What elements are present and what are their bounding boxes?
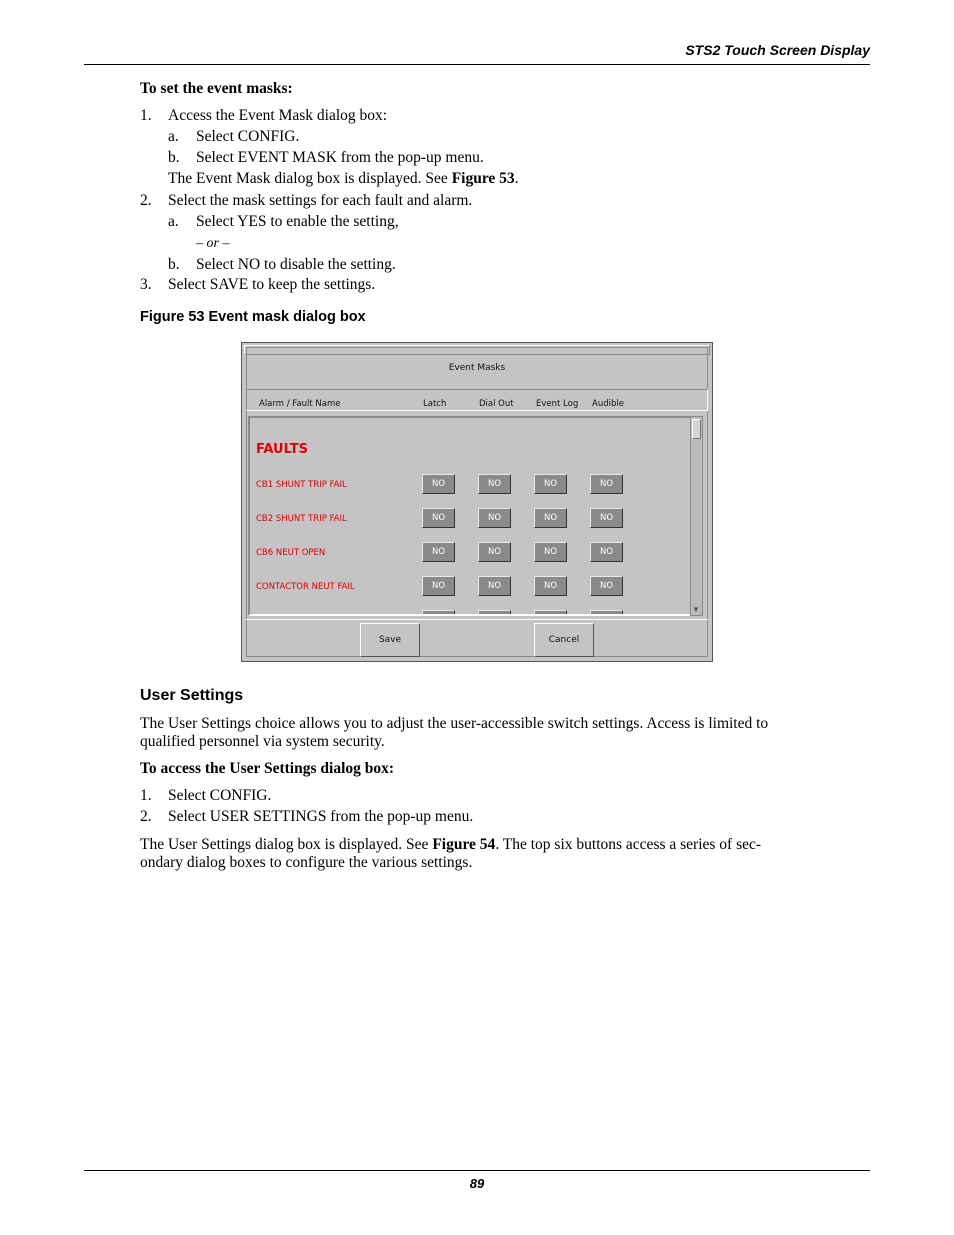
step-1a: a. Select CONFIG. bbox=[168, 128, 300, 145]
dial-out-toggle[interactable]: NO bbox=[478, 508, 511, 528]
step-1-result: The Event Mask dialog box is displayed. See Figure 53. bbox=[168, 170, 519, 187]
audible-toggle[interactable]: NO bbox=[590, 576, 623, 596]
event-masks-dialog bbox=[241, 342, 713, 662]
latch-toggle[interactable]: NO bbox=[422, 576, 455, 596]
step-2a: a. Select YES to enable the setting, bbox=[168, 213, 399, 230]
audible-toggle[interactable]: NO bbox=[590, 542, 623, 562]
footer-rule bbox=[84, 1170, 870, 1171]
col-event-log: Event Log bbox=[536, 399, 579, 409]
dial-out-toggle[interactable]: NO bbox=[478, 542, 511, 562]
us-step-1: 1. Select CONFIG. bbox=[140, 787, 272, 804]
step-1: 1. Access the Event Mask dialog box: bbox=[140, 107, 388, 124]
page-number: 89 bbox=[469, 1176, 485, 1191]
clipped-toggle bbox=[534, 610, 567, 616]
save-button[interactable]: Save bbox=[360, 623, 420, 657]
column-header-row bbox=[246, 389, 708, 411]
audible-toggle[interactable]: NO bbox=[590, 474, 623, 494]
running-header: STS2 Touch Screen Display bbox=[685, 42, 870, 58]
user-settings-heading: User Settings bbox=[140, 687, 244, 704]
event-masks-heading: To set the event masks: bbox=[140, 80, 293, 97]
event-log-toggle[interactable]: NO bbox=[534, 542, 567, 562]
step-1b: b. Select EVENT MASK from the pop-up menu. bbox=[168, 149, 484, 166]
row-name: CONTACTOR NEUT FAIL bbox=[256, 582, 355, 592]
cancel-button[interactable]: Cancel bbox=[534, 623, 594, 657]
dial-out-toggle[interactable]: NO bbox=[478, 474, 511, 494]
scrollbar-thumb[interactable] bbox=[692, 419, 701, 439]
figure-caption: Figure 53 Event mask dialog box bbox=[140, 309, 366, 325]
user-settings-subheading: To access the User Settings dialog box: bbox=[140, 760, 395, 777]
clipped-toggle bbox=[478, 610, 511, 616]
latch-toggle[interactable]: NO bbox=[422, 474, 455, 494]
dial-out-toggle[interactable]: NO bbox=[478, 576, 511, 596]
event-log-toggle[interactable]: NO bbox=[534, 576, 567, 596]
dialog-title-bar bbox=[244, 345, 710, 355]
clipped-toggle bbox=[590, 610, 623, 616]
col-latch: Latch bbox=[423, 399, 447, 409]
scroll-down-arrow-icon[interactable]: ▼ bbox=[692, 605, 700, 614]
clipped-toggle bbox=[422, 610, 455, 616]
user-settings-para2-line2: ondary dialog boxes to configure the various settings. bbox=[140, 854, 473, 871]
step-2: 2. Select the mask settings for each fault and alarm. bbox=[140, 192, 473, 209]
latch-toggle[interactable]: NO bbox=[422, 508, 455, 528]
row-name: CB6 NEUT OPEN bbox=[256, 548, 326, 558]
row-name: CB2 SHUNT TRIP FAIL bbox=[256, 514, 347, 524]
step-3: 3. Select SAVE to keep the settings. bbox=[140, 276, 376, 293]
user-settings-para1-line1: The User Settings choice allows you to adjust the user-accessible switch settings. Access is limited to bbox=[140, 715, 769, 732]
latch-toggle[interactable]: NO bbox=[422, 542, 455, 562]
col-alarm-fault-name: Alarm / Fault Name bbox=[259, 399, 341, 409]
audible-toggle[interactable]: NO bbox=[590, 508, 623, 528]
col-dial-out: Dial Out bbox=[479, 399, 514, 409]
row-name: CB1 SHUNT TRIP FAIL bbox=[256, 480, 347, 490]
header-rule bbox=[84, 64, 870, 65]
mask-list[interactable] bbox=[248, 416, 693, 616]
col-audible: Audible bbox=[592, 399, 624, 409]
dialog-title: Event Masks bbox=[448, 363, 506, 373]
faults-section-label: FAULTS bbox=[256, 442, 308, 457]
user-settings-para1-line2: qualified personnel via system security. bbox=[140, 733, 385, 750]
dialog-separator bbox=[246, 619, 708, 620]
vertical-scrollbar[interactable] bbox=[690, 416, 703, 616]
event-log-toggle[interactable]: NO bbox=[534, 508, 567, 528]
or-separator: – or – bbox=[196, 236, 230, 251]
user-settings-para2-line1: The User Settings dialog box is displayed. See Figure 54. The top six buttons access a series of sec- bbox=[140, 836, 762, 853]
step-2b: b. Select NO to disable the setting. bbox=[168, 256, 396, 273]
event-log-toggle[interactable]: NO bbox=[534, 474, 567, 494]
us-step-2: 2. Select USER SETTINGS from the pop-up menu. bbox=[140, 808, 474, 825]
